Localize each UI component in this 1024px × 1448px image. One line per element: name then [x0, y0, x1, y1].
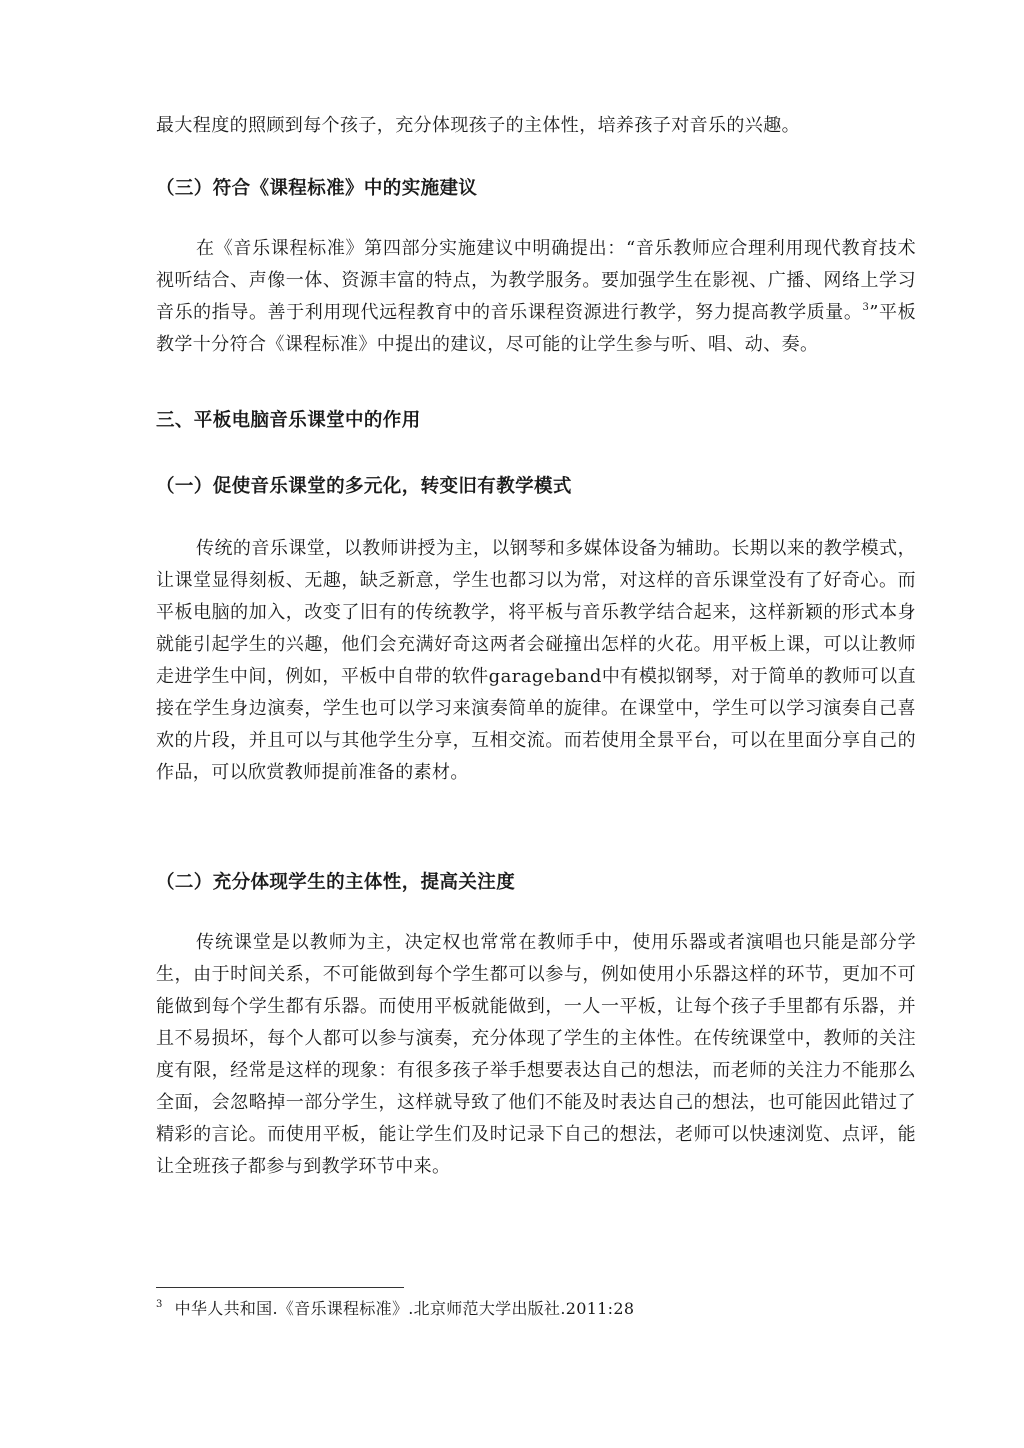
footnote-text: 中华人共和国.《音乐课程标准》.北京师范大学出版社.2011:28	[174, 1299, 635, 1318]
footnote	[156, 1296, 634, 1322]
footnote-divider	[156, 1287, 404, 1288]
paragraph-curriculum-standard-text-after: ”平板教学十分符合《课程标准》中提出的建议，尽可能的让学生参与听、唱、动、奏。	[156, 302, 917, 355]
paragraph-traditional-classroom: 传统的音乐课堂，以教师讲授为主，以钢琴和多媒体设备为辅助。长期以来的教学模式，让课堂显得刻板、无趣，缺乏新意，学生也都习以为常，对这样的音乐课堂没有了好奇心。而平板电脑的加入，改变了旧有的传统教学，将平板与音乐教学结合起来，这样新颖的形式本身就能引起学生的兴趣，他们会充满好奇这两者会碰撞出怎样的火花。用平板上课，可以让教师走进学生中间，例如，平板中自带的软件garageband中有模拟钢琴，对于简单的教师可以直接在学生身边演奏，学生也可以学习来演奏简单的旋律。在课堂中，学生可以学习演奏自己喜欢的片段，并且可以与其他学生分享，互相交流。而若使用全景平台，可以在里面分享自己的作品，可以欣赏教师提前准备的素材。	[156, 538, 916, 783]
subheading-three: （三）符合《课程标准》中的实施建议	[156, 178, 478, 199]
paragraph-top: 最大程度的照顾到每个孩子，充分体现孩子的主体性，培养孩子对音乐的兴趣。	[156, 115, 800, 136]
subheading-one: （一）促使音乐课堂的多元化，转变旧有教学模式	[156, 476, 572, 497]
paragraph-curriculum-standard	[156, 233, 916, 361]
section-heading-three: 三、平板电脑音乐课堂中的作用	[156, 410, 421, 431]
paragraph-curriculum-standard-text-before: 在《音乐课程标准》第四部分实施建议中明确提出：“音乐教师应合理利用现代教育技术视听结合、声像一体、资源丰富的特点，为教学服务。要加强学生在影视、广播、网络上学习音乐的指导。善于利用现代远程教育中的音乐课程资源进行教学，努力提高教学质量。	[156, 238, 916, 323]
paragraph-student-subjectivity: 传统课堂是以教师为主，决定权也常常在教师手中，使用乐器或者演唱也只能是部分学生，由于时间关系，不可能做到每个学生都可以参与，例如使用小乐器这样的环节，更加不可能做到每个学生都有乐器。而使用平板就能做到，一人一平板，让每个孩子手里都有乐器，并且不易损坏，每个人都可以参与演奏，充分体现了学生的主体性。在传统课堂中，教师的关注度有限，经常是这样的现象：有很多孩子举手想要表达自己的想法，而老师的关注力不能那么全面，会忽略掉一部分学生，这样就导致了他们不能及时表达自己的想法，也可能因此错过了精彩的言论。而使用平板，能让学生们及时记录下自己的想法，老师可以快速浏览、点评，能让全班孩子都参与到教学环节中来。	[156, 932, 916, 1177]
footnote-reference[interactable]: 3	[862, 302, 870, 313]
footnote-number: 3	[156, 1299, 163, 1310]
subheading-two: （二）充分体现学生的主体性，提高关注度	[156, 872, 516, 893]
